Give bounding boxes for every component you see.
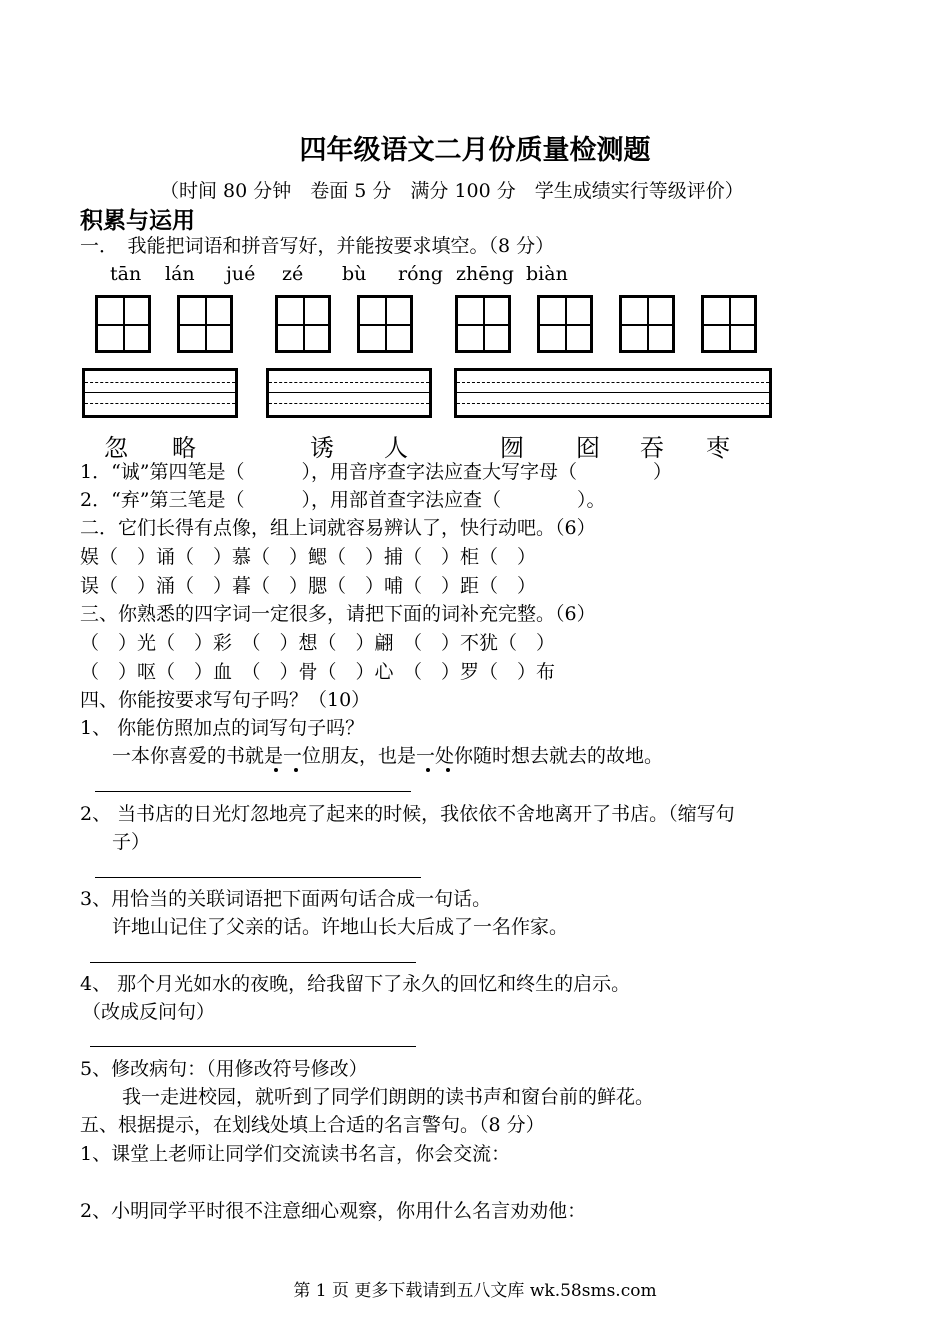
exam-subtitle: （时间 80 分钟 卷面 5 分 满分 100 分 学生成绩实行等级评价） (160, 180, 744, 202)
q4-s5-example: 我一走进校园，就听到了同学们朗朗的读书声和窗台前的鲜花。 (122, 1086, 655, 1108)
q3-row1: （ ）光（ ）彩 （ ）想（ ）翩 （ ）不犹（ ） (80, 632, 556, 654)
q5-heading: 五、根据提示，在划线处填上合适的名言警句。（8 分） (80, 1114, 545, 1136)
answer-line-3[interactable] (90, 962, 416, 963)
q5-s2: 2、小明同学平时很不注意细心观察，你用什么名言劝劝他： (80, 1200, 587, 1222)
pinyin-writing-box-2[interactable] (266, 368, 432, 418)
pinyin-6: róng (398, 263, 443, 285)
q2-row1: 娱（ ）诵（ ）慕（ ）鳃（ ）捕（ ）柜（ ） (80, 546, 537, 568)
section-heading: 积累与运用 (80, 207, 195, 234)
word-char-5: 囫 (500, 434, 524, 462)
pinyin-writing-box-1[interactable] (82, 368, 238, 418)
q3-heading: 三、你熟悉的四字词一定很多，请把下面的词补充完整。（6） (80, 603, 596, 625)
q4-s5-prompt: 5、修改病句：（用修改符号修改） (80, 1058, 368, 1080)
pinyin-4: zé (282, 263, 304, 285)
char-grid-box-4[interactable] (357, 295, 413, 353)
q4-s3-prompt: 3、用恰当的关联词语把下面两句话合成一句话。 (80, 888, 492, 910)
q2-row2: 误（ ）涌（ ）暮（ ）腮（ ）哺（ ）距（ ） (80, 575, 537, 597)
q1-heading: 一． 我能把词语和拼音写好，并能按要求填空。（8 分） (80, 235, 555, 257)
word-char-1: 忽 (104, 434, 128, 462)
pinyin-8: biàn (526, 263, 568, 285)
char-grid-box-1[interactable] (95, 295, 151, 353)
emphasis-dot (446, 768, 450, 772)
char-grid-box-8[interactable] (701, 295, 757, 353)
q3-row2: （ ）呕（ ）血 （ ）骨（ ）心 （ ）罗（ ）布 (80, 661, 556, 683)
word-char-8: 枣 (706, 434, 730, 462)
q4-s2-line1: 2、 当书店的日光灯忽地亮了起来的时候，我依依不舍地离开了书店。（缩写句 (80, 803, 735, 825)
answer-line-4[interactable] (90, 1046, 416, 1047)
char-grid-box-2[interactable] (177, 295, 233, 353)
pinyin-5: bù (342, 263, 367, 285)
pinyin-writing-box-3[interactable] (454, 368, 772, 418)
q4-s4-note: （改成反问句） (82, 1001, 216, 1023)
word-char-4: 人 (384, 434, 408, 462)
pinyin-1: tān (110, 263, 142, 285)
page-title: 四年级语文二月份质量检测题 (299, 135, 651, 166)
pinyin-2: lán (165, 263, 195, 285)
word-char-3: 诱 (310, 434, 334, 462)
pinyin-7: zhēng (456, 263, 514, 285)
answer-line-1[interactable] (95, 791, 411, 792)
q2-heading: 二．它们长得有点像，组上词就容易辨认了，快行动吧。（6） (80, 517, 596, 539)
pinyin-3: jué (226, 263, 256, 285)
word-char-6: 囵 (576, 434, 600, 462)
word-char-7: 吞 (640, 434, 664, 462)
answer-line-2[interactable] (95, 877, 421, 878)
word-char-2: 略 (172, 434, 196, 462)
char-grid-box-6[interactable] (537, 295, 593, 353)
emphasis-dot (294, 768, 298, 772)
q4-s3-example: 许地山记住了父亲的话。许地山长大后成了一名作家。 (112, 916, 569, 938)
q5-s1: 1、课堂上老师让同学们交流读书名言，你会交流： (80, 1143, 511, 1165)
q1-sub1: 1．“诚”第四笔是（ ），用音序查字法应查大写字母（ ） (80, 461, 673, 483)
q4-s4-prompt: 4、 那个月光如水的夜晚，给我留下了永久的回忆和终生的启示。 (80, 973, 631, 995)
emphasis-dot (274, 768, 278, 772)
q1-sub2: 2．“弃”第三笔是（ ），用部首查字法应查（ ）。 (80, 489, 606, 511)
page-footer: 第 1 页 更多下载请到五八文库 wk.58sms.com (293, 1281, 657, 1301)
char-grid-box-3[interactable] (275, 295, 331, 353)
emphasis-dot (426, 768, 430, 772)
q4-heading: 四、你能按要求写句子吗？（10） (80, 689, 371, 711)
char-grid-box-5[interactable] (455, 295, 511, 353)
char-grid-box-7[interactable] (619, 295, 675, 353)
q4-s2-line2: 子） (112, 831, 151, 853)
q4-s1-prompt: 1、 你能仿照加点的词写句子吗？ (80, 717, 365, 739)
q4-s1-example: 一本你喜爱的书就是一位朋友，也是一处你随时想去就去的故地。 (112, 745, 664, 767)
